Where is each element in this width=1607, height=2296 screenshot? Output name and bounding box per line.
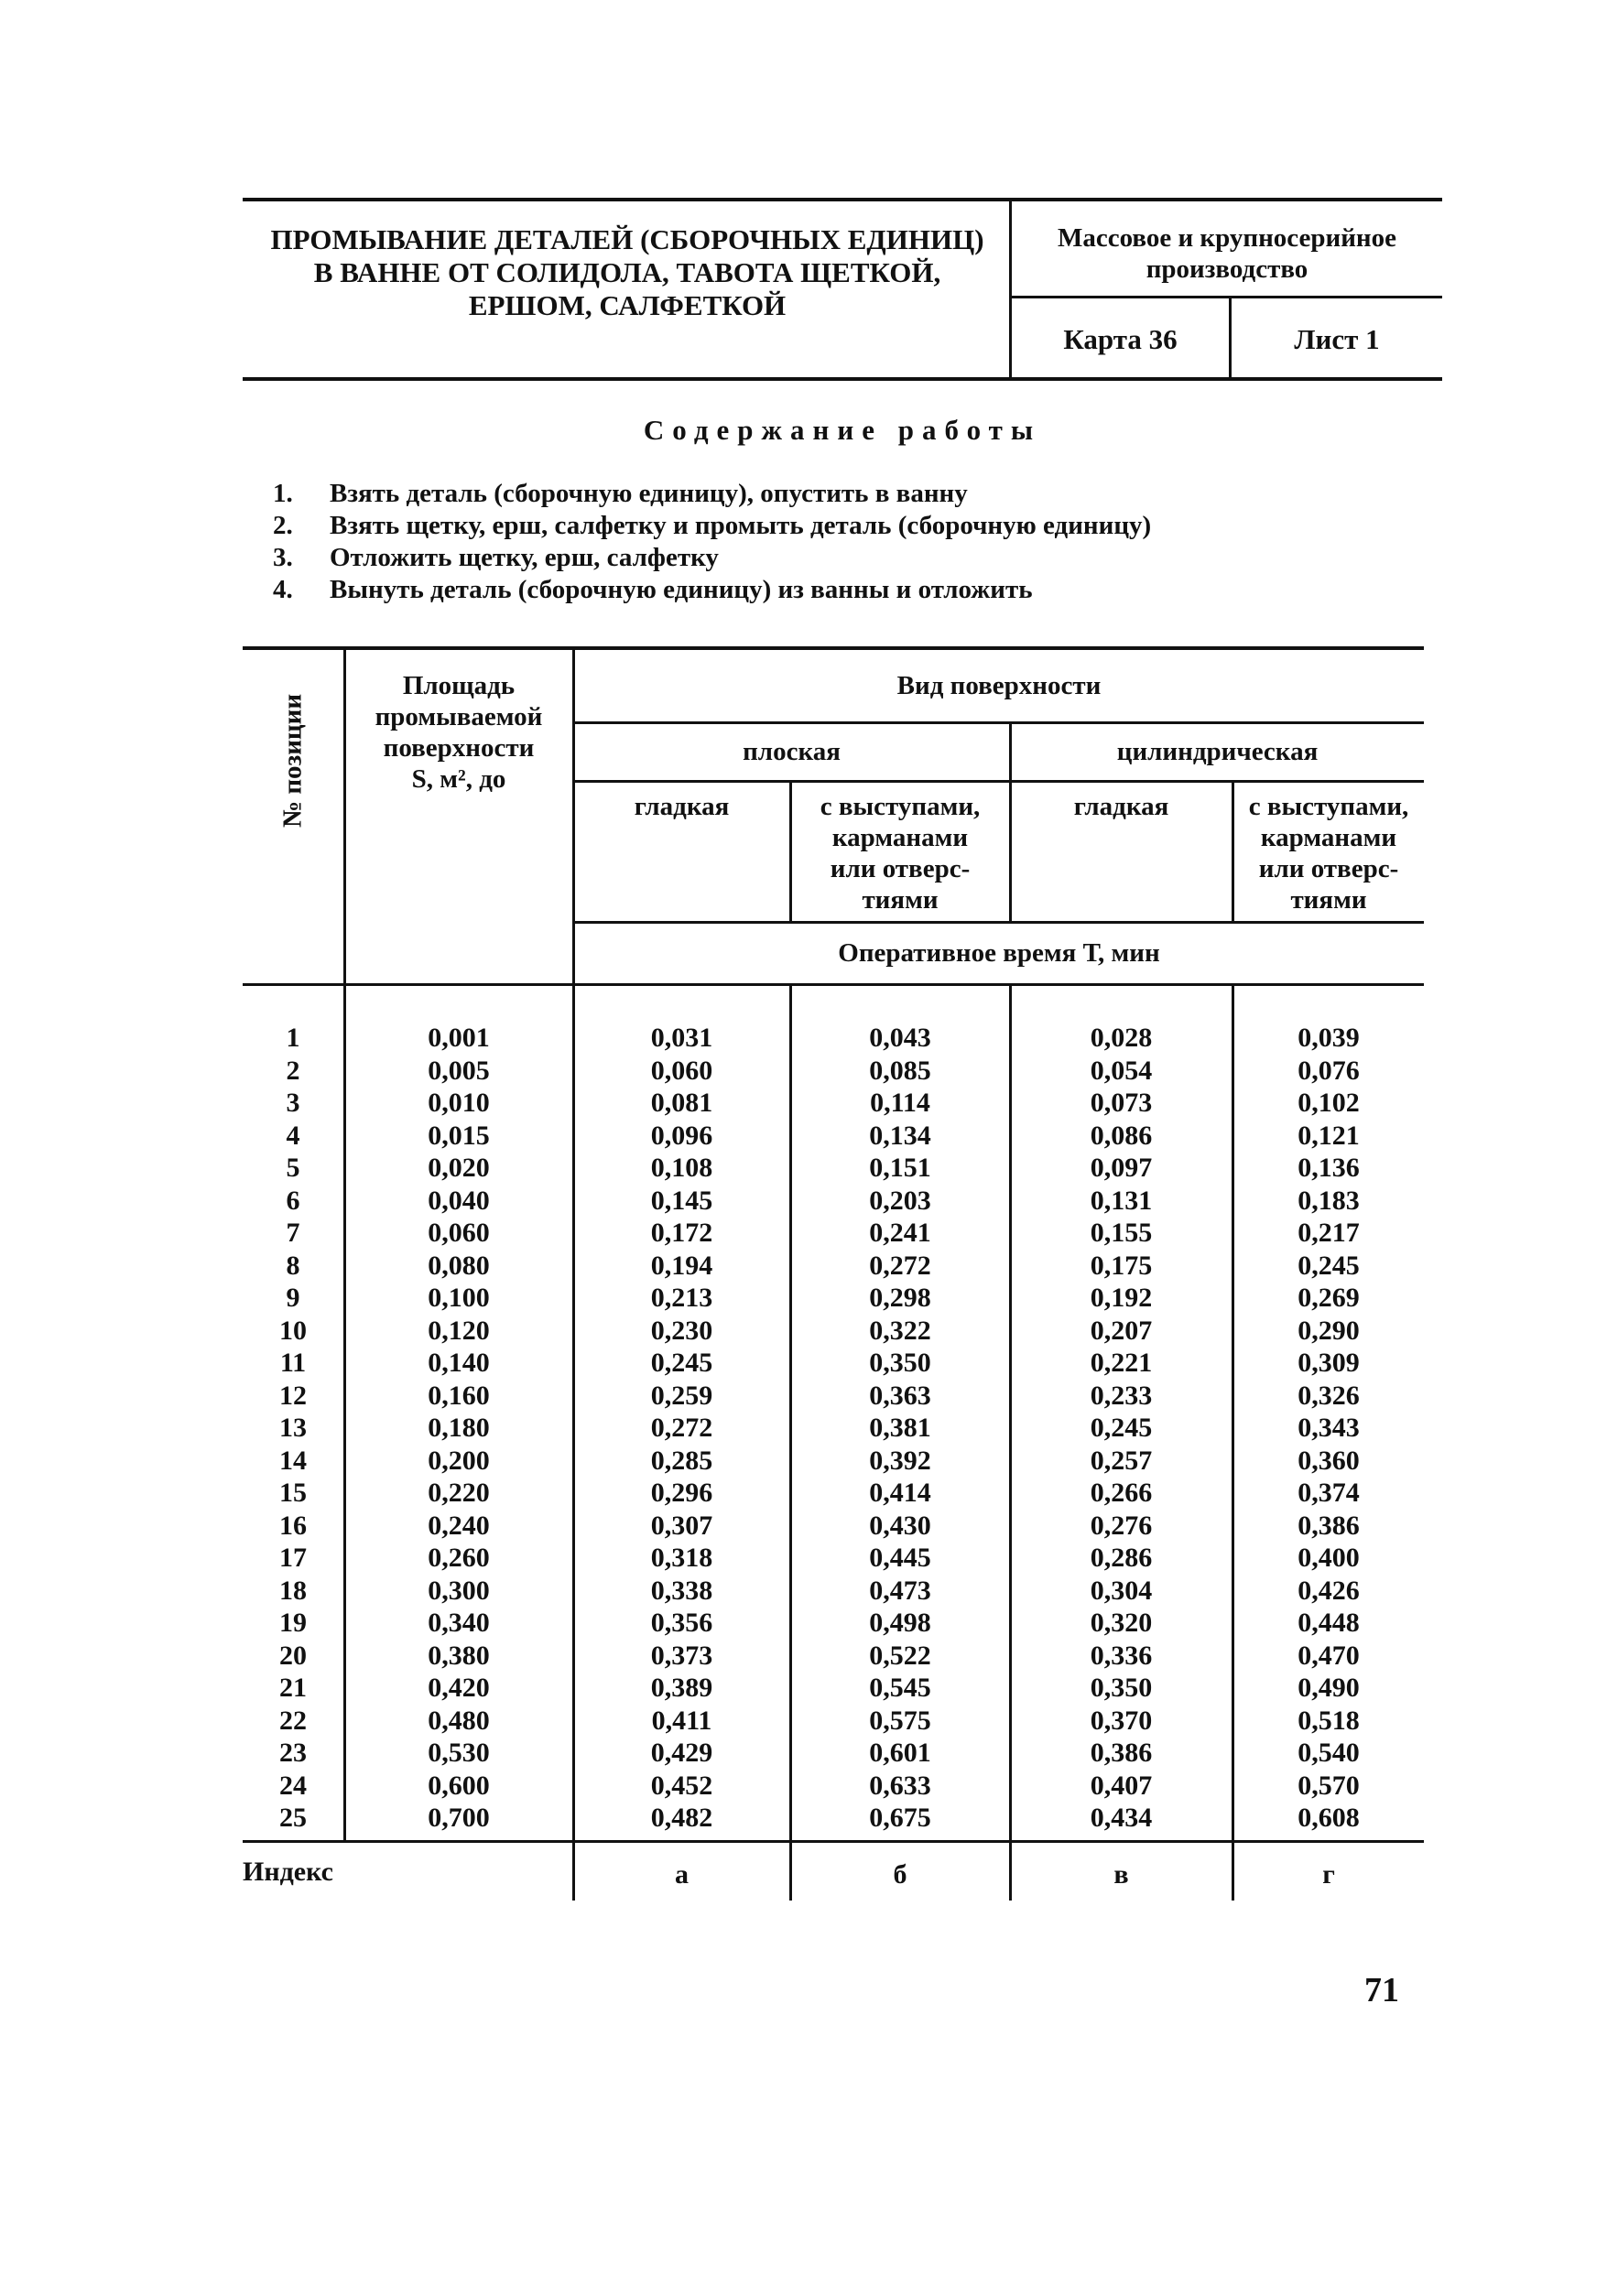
- table-cell: 0,420: [428, 1673, 490, 1703]
- index-a: а: [675, 1859, 689, 1890]
- table-cell: 0,015: [428, 1120, 490, 1151]
- header-info-cell: [1012, 201, 1442, 377]
- table-cell: 0,217: [1298, 1218, 1360, 1248]
- table-cell: 0,192: [1090, 1283, 1153, 1313]
- flat-header: плоская: [743, 737, 841, 766]
- card-title: ПРОМЫВАНИЕ ДЕТАЛЕЙ (СБОРОЧНЫХ ЕДИНИЦ) В ВАННЕ ОТ СОЛИДОЛА, ТАВОТА ЩЕТКОЙ, ЕРШОМ, САЛФЕТКОЙ: [270, 223, 984, 321]
- table-cell: 0,245: [650, 1348, 713, 1378]
- table-cell: 0,081: [650, 1088, 713, 1118]
- table-cell: 0,203: [869, 1185, 931, 1216]
- table-cell: 0,233: [1090, 1380, 1153, 1411]
- cylindrical-header: цилиндрическая: [1116, 737, 1319, 766]
- table-cell: 0,386: [1090, 1738, 1153, 1768]
- table-cell: 0,257: [1090, 1445, 1153, 1476]
- table-cell: 0,200: [428, 1445, 490, 1476]
- work-step: 2. Взять щетку, ерш, салфетку и промыть деталь (сборочную единицу): [273, 511, 1152, 540]
- table-cell: 0,005: [428, 1055, 490, 1086]
- table-cell: 0,373: [650, 1640, 713, 1671]
- table-cell: 0,386: [1298, 1510, 1360, 1541]
- table-cell: 0,076: [1298, 1055, 1360, 1086]
- table-cell: 0,426: [1298, 1575, 1360, 1606]
- work-step: 1. Взять деталь (сборочную единицу), опустить в ванну: [273, 479, 968, 508]
- table-cell: 0,010: [428, 1088, 490, 1118]
- table-cell: 0,120: [428, 1315, 490, 1346]
- table-cell: 12: [279, 1380, 307, 1411]
- table-cell: 0,522: [869, 1640, 931, 1671]
- table-cell: 0,140: [428, 1348, 490, 1378]
- table-cell: 0,326: [1298, 1380, 1360, 1411]
- table-cell: 0,575: [869, 1705, 931, 1736]
- table-cell: 13: [279, 1413, 307, 1443]
- table-cell: 0,336: [1090, 1640, 1153, 1671]
- column-g: [1233, 1022, 1424, 1835]
- index-v: в: [1113, 1859, 1129, 1890]
- table-cell: 0,470: [1298, 1640, 1360, 1671]
- table-cell: 0,145: [650, 1185, 713, 1216]
- table-cell: 0,380: [428, 1640, 490, 1671]
- table-cell: 7: [286, 1218, 300, 1248]
- table-cell: 24: [279, 1770, 307, 1801]
- production-type: Массовое и крупносерийное производство: [1012, 201, 1442, 298]
- table-cell: 0,414: [869, 1478, 931, 1508]
- table-cell: 0,296: [650, 1478, 713, 1508]
- table-cell: 0,389: [650, 1673, 713, 1703]
- table-cell: 0,633: [869, 1770, 931, 1801]
- table-cell: 0,473: [869, 1575, 931, 1606]
- time-norm-table: [243, 646, 1424, 1901]
- table-cell: 18: [279, 1575, 307, 1606]
- column-b: [791, 1022, 1009, 1835]
- table-cell: 11: [279, 1348, 307, 1378]
- table-cell: 0,114: [870, 1088, 930, 1118]
- column-a: [574, 1022, 789, 1835]
- position-column-header: № позиции: [277, 693, 308, 829]
- table-cell: 0,054: [1090, 1055, 1153, 1086]
- table-cell: 0,230: [650, 1315, 713, 1346]
- table-cell: 0,601: [869, 1738, 931, 1768]
- table-cell: 0,540: [1298, 1738, 1360, 1768]
- table-cell: 0,350: [1090, 1673, 1153, 1703]
- table-rule: [572, 780, 1424, 783]
- table-cell: 0,340: [428, 1608, 490, 1638]
- table-cell: 0,350: [869, 1348, 931, 1378]
- table-cell: 0,085: [869, 1055, 931, 1086]
- table-cell: 0,175: [1090, 1250, 1153, 1281]
- table-cell: 0,097: [1090, 1153, 1153, 1183]
- table-cell: 0,221: [1090, 1348, 1153, 1378]
- table-cell: 0,102: [1298, 1088, 1360, 1118]
- operative-time-header: Оперативное время Т, мин: [838, 938, 1160, 968]
- index-label: Индекс: [243, 1857, 333, 1887]
- table-cell: 0,180: [428, 1413, 490, 1443]
- table-cell: 0,320: [1090, 1608, 1153, 1638]
- table-cell: 19: [279, 1608, 307, 1638]
- table-cell: 0,245: [1298, 1250, 1360, 1281]
- table-cell: 10: [279, 1315, 307, 1346]
- table-cell: 0,452: [650, 1770, 713, 1801]
- table-cell: 0,322: [869, 1315, 931, 1346]
- table-cell: 0,213: [650, 1283, 713, 1313]
- table-cell: 0,429: [650, 1738, 713, 1768]
- table-cell: 0,121: [1298, 1120, 1360, 1151]
- table-cell: 0,411: [651, 1705, 712, 1736]
- table-cell: 0,570: [1298, 1770, 1360, 1801]
- table-cell: 16: [279, 1510, 307, 1541]
- page-number: 71: [1364, 1971, 1399, 2009]
- table-cell: 23: [279, 1738, 307, 1768]
- table-cell: 0,241: [869, 1218, 931, 1248]
- surface-type-header: Вид поверхности: [896, 671, 1102, 700]
- table-cell: 0,285: [650, 1445, 713, 1476]
- table-cell: 0,307: [650, 1510, 713, 1541]
- table-cell: 20: [279, 1640, 307, 1671]
- table-cell: 0,608: [1298, 1803, 1360, 1833]
- index-g: г: [1322, 1859, 1335, 1890]
- table-cell: 0,360: [1298, 1445, 1360, 1476]
- table-cell: 1: [286, 1023, 300, 1053]
- area-column: [345, 1022, 572, 1835]
- table-cell: 0,374: [1298, 1478, 1360, 1508]
- table-cell: 0,448: [1298, 1608, 1360, 1638]
- table-cell: 0,043: [869, 1023, 931, 1053]
- table-cell: 0,370: [1090, 1705, 1153, 1736]
- table-cell: 0,269: [1298, 1283, 1360, 1313]
- card-number: Карта 36: [1012, 298, 1232, 381]
- table-cell: 0,430: [869, 1510, 931, 1541]
- table-cell: 0,434: [1090, 1803, 1153, 1833]
- table-cell: 0,155: [1090, 1218, 1153, 1248]
- card-header: [243, 198, 1442, 381]
- table-cell: 0,001: [428, 1023, 490, 1053]
- table-rule: [572, 921, 1424, 924]
- table-cell: 0,183: [1298, 1185, 1360, 1216]
- table-cell: 0,304: [1090, 1575, 1153, 1606]
- table-cell: 0,445: [869, 1543, 931, 1573]
- table-cell: 0,298: [869, 1283, 931, 1313]
- table-cell: 0,338: [650, 1575, 713, 1606]
- table-cell: 0,039: [1298, 1023, 1360, 1053]
- table-cell: 0,490: [1298, 1673, 1360, 1703]
- table-cell: 0,392: [869, 1445, 931, 1476]
- table-cell: 17: [279, 1543, 307, 1573]
- table-top-border: [243, 646, 1424, 650]
- table-cell: 0,545: [869, 1673, 931, 1703]
- table-cell: 0,207: [1090, 1315, 1153, 1346]
- table-cell: 0,160: [428, 1380, 490, 1411]
- table-cell: 0,363: [869, 1380, 931, 1411]
- table-cell: 9: [286, 1283, 300, 1313]
- table-cell: 0,259: [650, 1380, 713, 1411]
- table-cell: 5: [286, 1153, 300, 1183]
- table-body-bottom: [243, 1840, 1424, 1843]
- table-cell: 0,518: [1298, 1705, 1360, 1736]
- table-cell: 0,240: [428, 1510, 490, 1541]
- work-step: 4. Вынуть деталь (сборочную единицу) из ванны и отложить: [273, 575, 1033, 604]
- table-cell: 0,151: [869, 1153, 931, 1183]
- table-cell: 0,028: [1090, 1023, 1153, 1053]
- table-cell: 0,407: [1090, 1770, 1153, 1801]
- table-cell: 14: [279, 1445, 307, 1476]
- area-column-header: Площадь промываемой поверхности S, м², до: [375, 671, 543, 794]
- table-cell: 2: [286, 1055, 300, 1086]
- table-cell: 0,272: [869, 1250, 931, 1281]
- table-cell: 0,086: [1090, 1120, 1153, 1151]
- table-cell: 0,400: [1298, 1543, 1360, 1573]
- table-cell: 22: [279, 1705, 307, 1736]
- table-rule: [572, 721, 1424, 724]
- table-cell: 0,675: [869, 1803, 931, 1833]
- table-cell: 0,131: [1090, 1185, 1153, 1216]
- table-cell: 25: [279, 1803, 307, 1833]
- table-cell: 0,260: [428, 1543, 490, 1573]
- table-cell: 0,300: [428, 1575, 490, 1606]
- table-cell: 0,318: [650, 1543, 713, 1573]
- table-cell: 0,498: [869, 1608, 931, 1638]
- table-cell: 0,194: [650, 1250, 713, 1281]
- table-cell: 0,482: [650, 1803, 713, 1833]
- table-cell: 0,309: [1298, 1348, 1360, 1378]
- work-steps-list: [273, 478, 1151, 606]
- table-cell: 0,096: [650, 1120, 713, 1151]
- column-v: [1011, 1022, 1232, 1835]
- table-cell: 15: [279, 1478, 307, 1508]
- table-cell: 0,172: [650, 1218, 713, 1248]
- table-cell: 0,343: [1298, 1413, 1360, 1443]
- table-cell: 0,290: [1298, 1315, 1360, 1346]
- table-cell: 0,286: [1090, 1543, 1153, 1573]
- table-cell: 0,356: [650, 1608, 713, 1638]
- work-step: 3. Отложить щетку, ерш, салфетку: [273, 543, 719, 572]
- table-cell: 0,073: [1090, 1088, 1153, 1118]
- table-cell: 8: [286, 1250, 300, 1281]
- table-cell: 0,600: [428, 1770, 490, 1801]
- work-content-title: Содержание работы: [643, 414, 1042, 446]
- table-cell: 0,031: [650, 1023, 713, 1053]
- table-cell: 4: [286, 1120, 300, 1151]
- table-cell: 0,272: [650, 1413, 713, 1443]
- table-cell: 0,266: [1090, 1478, 1153, 1508]
- table-cell: 6: [286, 1185, 300, 1216]
- flat-smooth-header: гладкая: [634, 792, 730, 821]
- header-title-cell: [243, 201, 1012, 377]
- table-cell: 0,220: [428, 1478, 490, 1508]
- table-cell: 0,381: [869, 1413, 931, 1443]
- table-cell: 3: [286, 1088, 300, 1118]
- table-cell: 0,060: [650, 1055, 713, 1086]
- table-cell: 21: [279, 1673, 307, 1703]
- table-cell: 0,134: [869, 1120, 931, 1151]
- cyl-smooth-header: гладкая: [1073, 792, 1169, 821]
- flat-protrusions-header: с выступами, карманами или отверс- тиями: [820, 792, 981, 915]
- table-cell: 0,108: [650, 1153, 713, 1183]
- table-cell: 0,245: [1090, 1413, 1153, 1443]
- sheet-number: Лист 1: [1294, 323, 1380, 355]
- table-cell: 0,700: [428, 1803, 490, 1833]
- cyl-protrusions-header: с выступами, карманами или отверс- тиями: [1248, 792, 1409, 915]
- table-cell: 0,530: [428, 1738, 490, 1768]
- table-cell: 0,276: [1090, 1510, 1153, 1541]
- table-cell: 0,136: [1298, 1153, 1360, 1183]
- table-cell: 0,040: [428, 1185, 490, 1216]
- table-cell: 0,060: [428, 1218, 490, 1248]
- index-b: б: [893, 1859, 907, 1890]
- table-cell: 0,480: [428, 1705, 490, 1736]
- table-cell: 0,080: [428, 1250, 490, 1281]
- position-column: [243, 1022, 343, 1835]
- table-header-bottom: [243, 983, 1424, 986]
- table-cell: 0,100: [428, 1283, 490, 1313]
- table-cell: 0,020: [428, 1153, 490, 1183]
